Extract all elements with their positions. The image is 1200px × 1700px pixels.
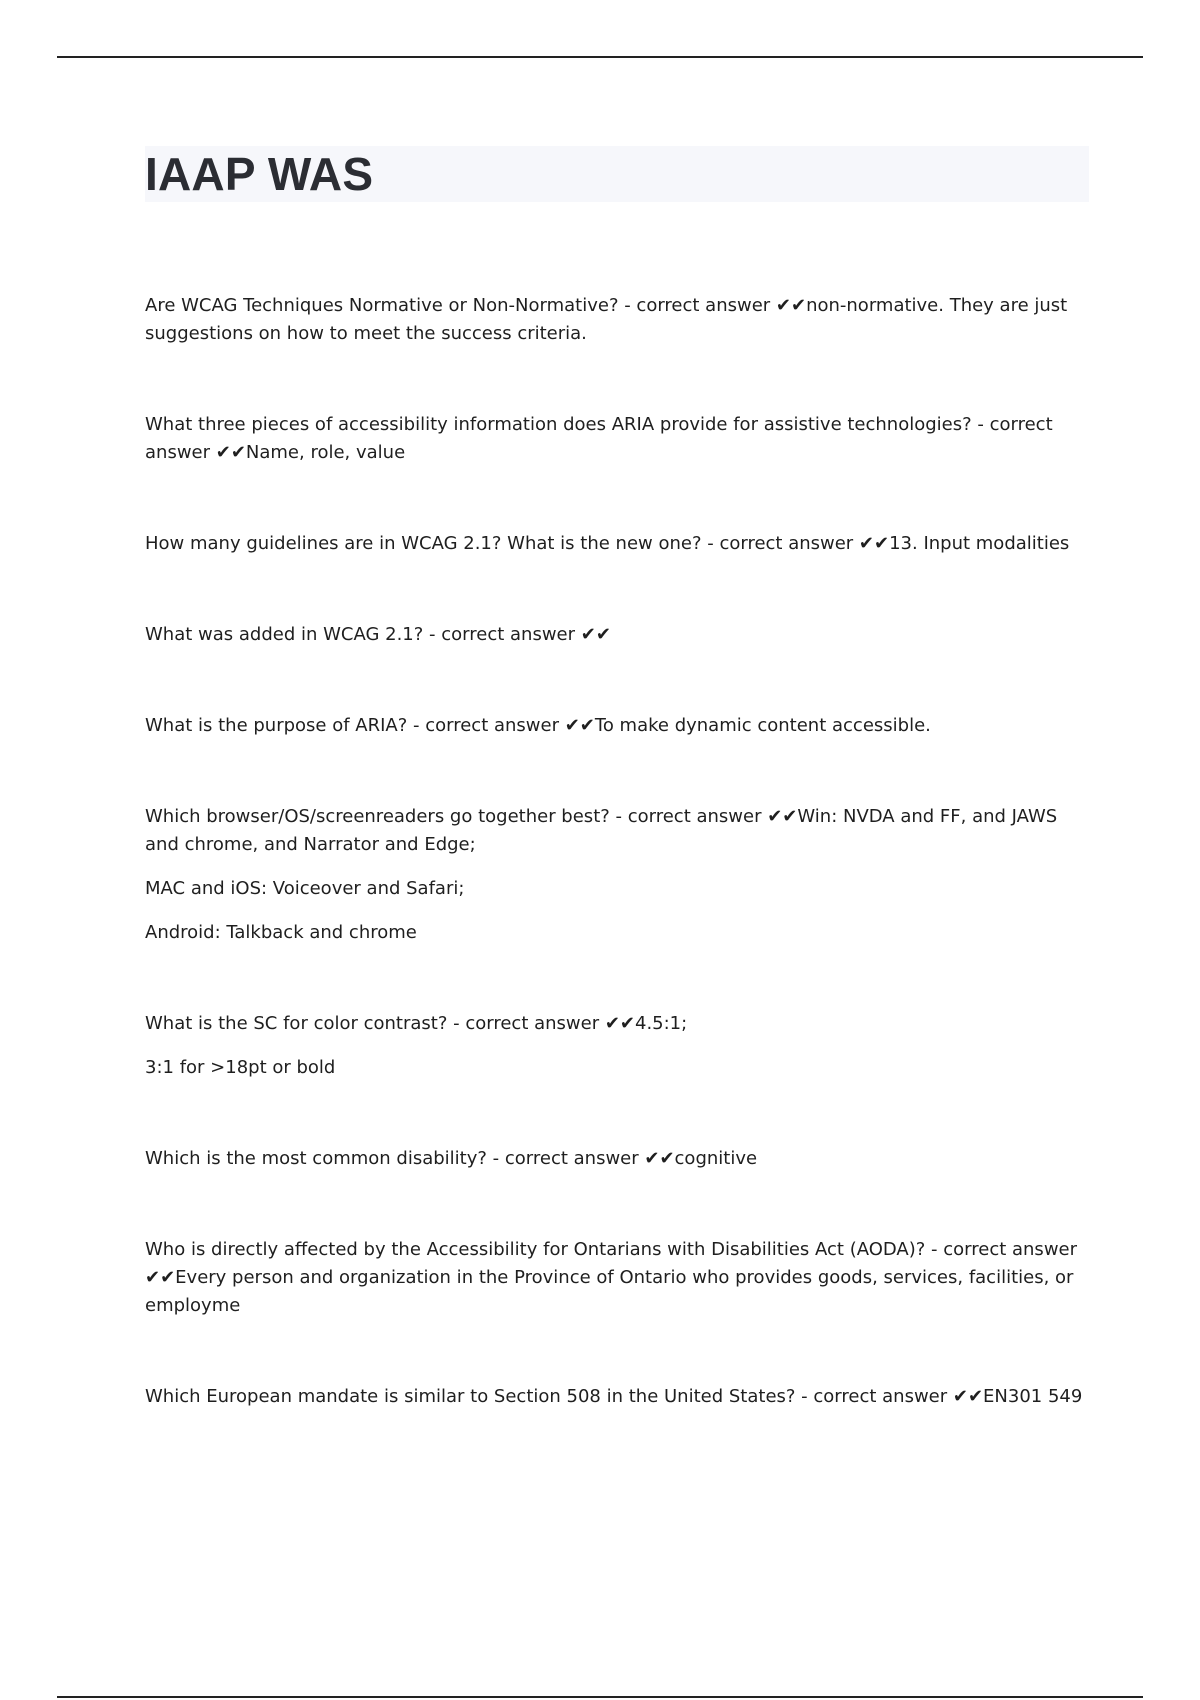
qa-paragraph: Which European mandate is similar to Section 508 in the United States? - correct answer ✔✔EN301 549 bbox=[145, 1386, 1083, 1407]
qa-item bbox=[145, 1236, 1089, 1320]
qa-paragraph: MAC and iOS: Voiceover and Safari; bbox=[145, 878, 465, 899]
qa-item bbox=[145, 712, 1089, 740]
top-rule bbox=[57, 56, 1143, 58]
qa-paragraph: What is the SC for color contrast? - correct answer ✔✔4.5:1; bbox=[145, 1013, 688, 1034]
qa-paragraph: Are WCAG Techniques Normative or Non-Normative? - correct answer ✔✔non-normative. They are just suggestions on how to meet the success criteria. bbox=[145, 295, 1068, 344]
qa-paragraph: Who is directly affected by the Accessibility for Ontarians with Disabilities Act (AODA)? - correct answer ✔✔Every person and organization in the Province of Ontario who provides goods, services, facilities, or employme bbox=[145, 1239, 1078, 1316]
qa-item bbox=[145, 292, 1089, 348]
qa-paragraph: Which is the most common disability? - correct answer ✔✔cognitive bbox=[145, 1148, 758, 1169]
qa-list bbox=[145, 292, 1089, 1474]
qa-paragraph: What is the purpose of ARIA? - correct answer ✔✔To make dynamic content accessible. bbox=[145, 715, 931, 736]
qa-item bbox=[145, 1010, 1089, 1082]
qa-paragraph: How many guidelines are in WCAG 2.1? What is the new one? - correct answer ✔✔13. Input modalities bbox=[145, 533, 1070, 554]
qa-paragraph: Android: Talkback and chrome bbox=[145, 922, 417, 943]
qa-item bbox=[145, 803, 1089, 947]
qa-item bbox=[145, 1383, 1089, 1411]
qa-paragraph: What three pieces of accessibility information does ARIA provide for assistive technologies? - correct answer ✔✔Name, role, value bbox=[145, 414, 1053, 463]
document-title: IAAP WAS bbox=[145, 148, 374, 200]
qa-paragraph: Which browser/OS/screenreaders go together best? - correct answer ✔✔Win: NVDA and FF, and JAWS and chrome, and Narrator and Edge; bbox=[145, 806, 1058, 855]
qa-paragraph: What was added in WCAG 2.1? - correct answer ✔✔ bbox=[145, 624, 611, 645]
qa-item bbox=[145, 530, 1089, 558]
qa-paragraph: 3:1 for >18pt or bold bbox=[145, 1057, 336, 1078]
qa-item bbox=[145, 411, 1089, 467]
qa-item bbox=[145, 1145, 1089, 1173]
qa-item bbox=[145, 621, 1089, 649]
bottom-rule bbox=[57, 1696, 1143, 1698]
